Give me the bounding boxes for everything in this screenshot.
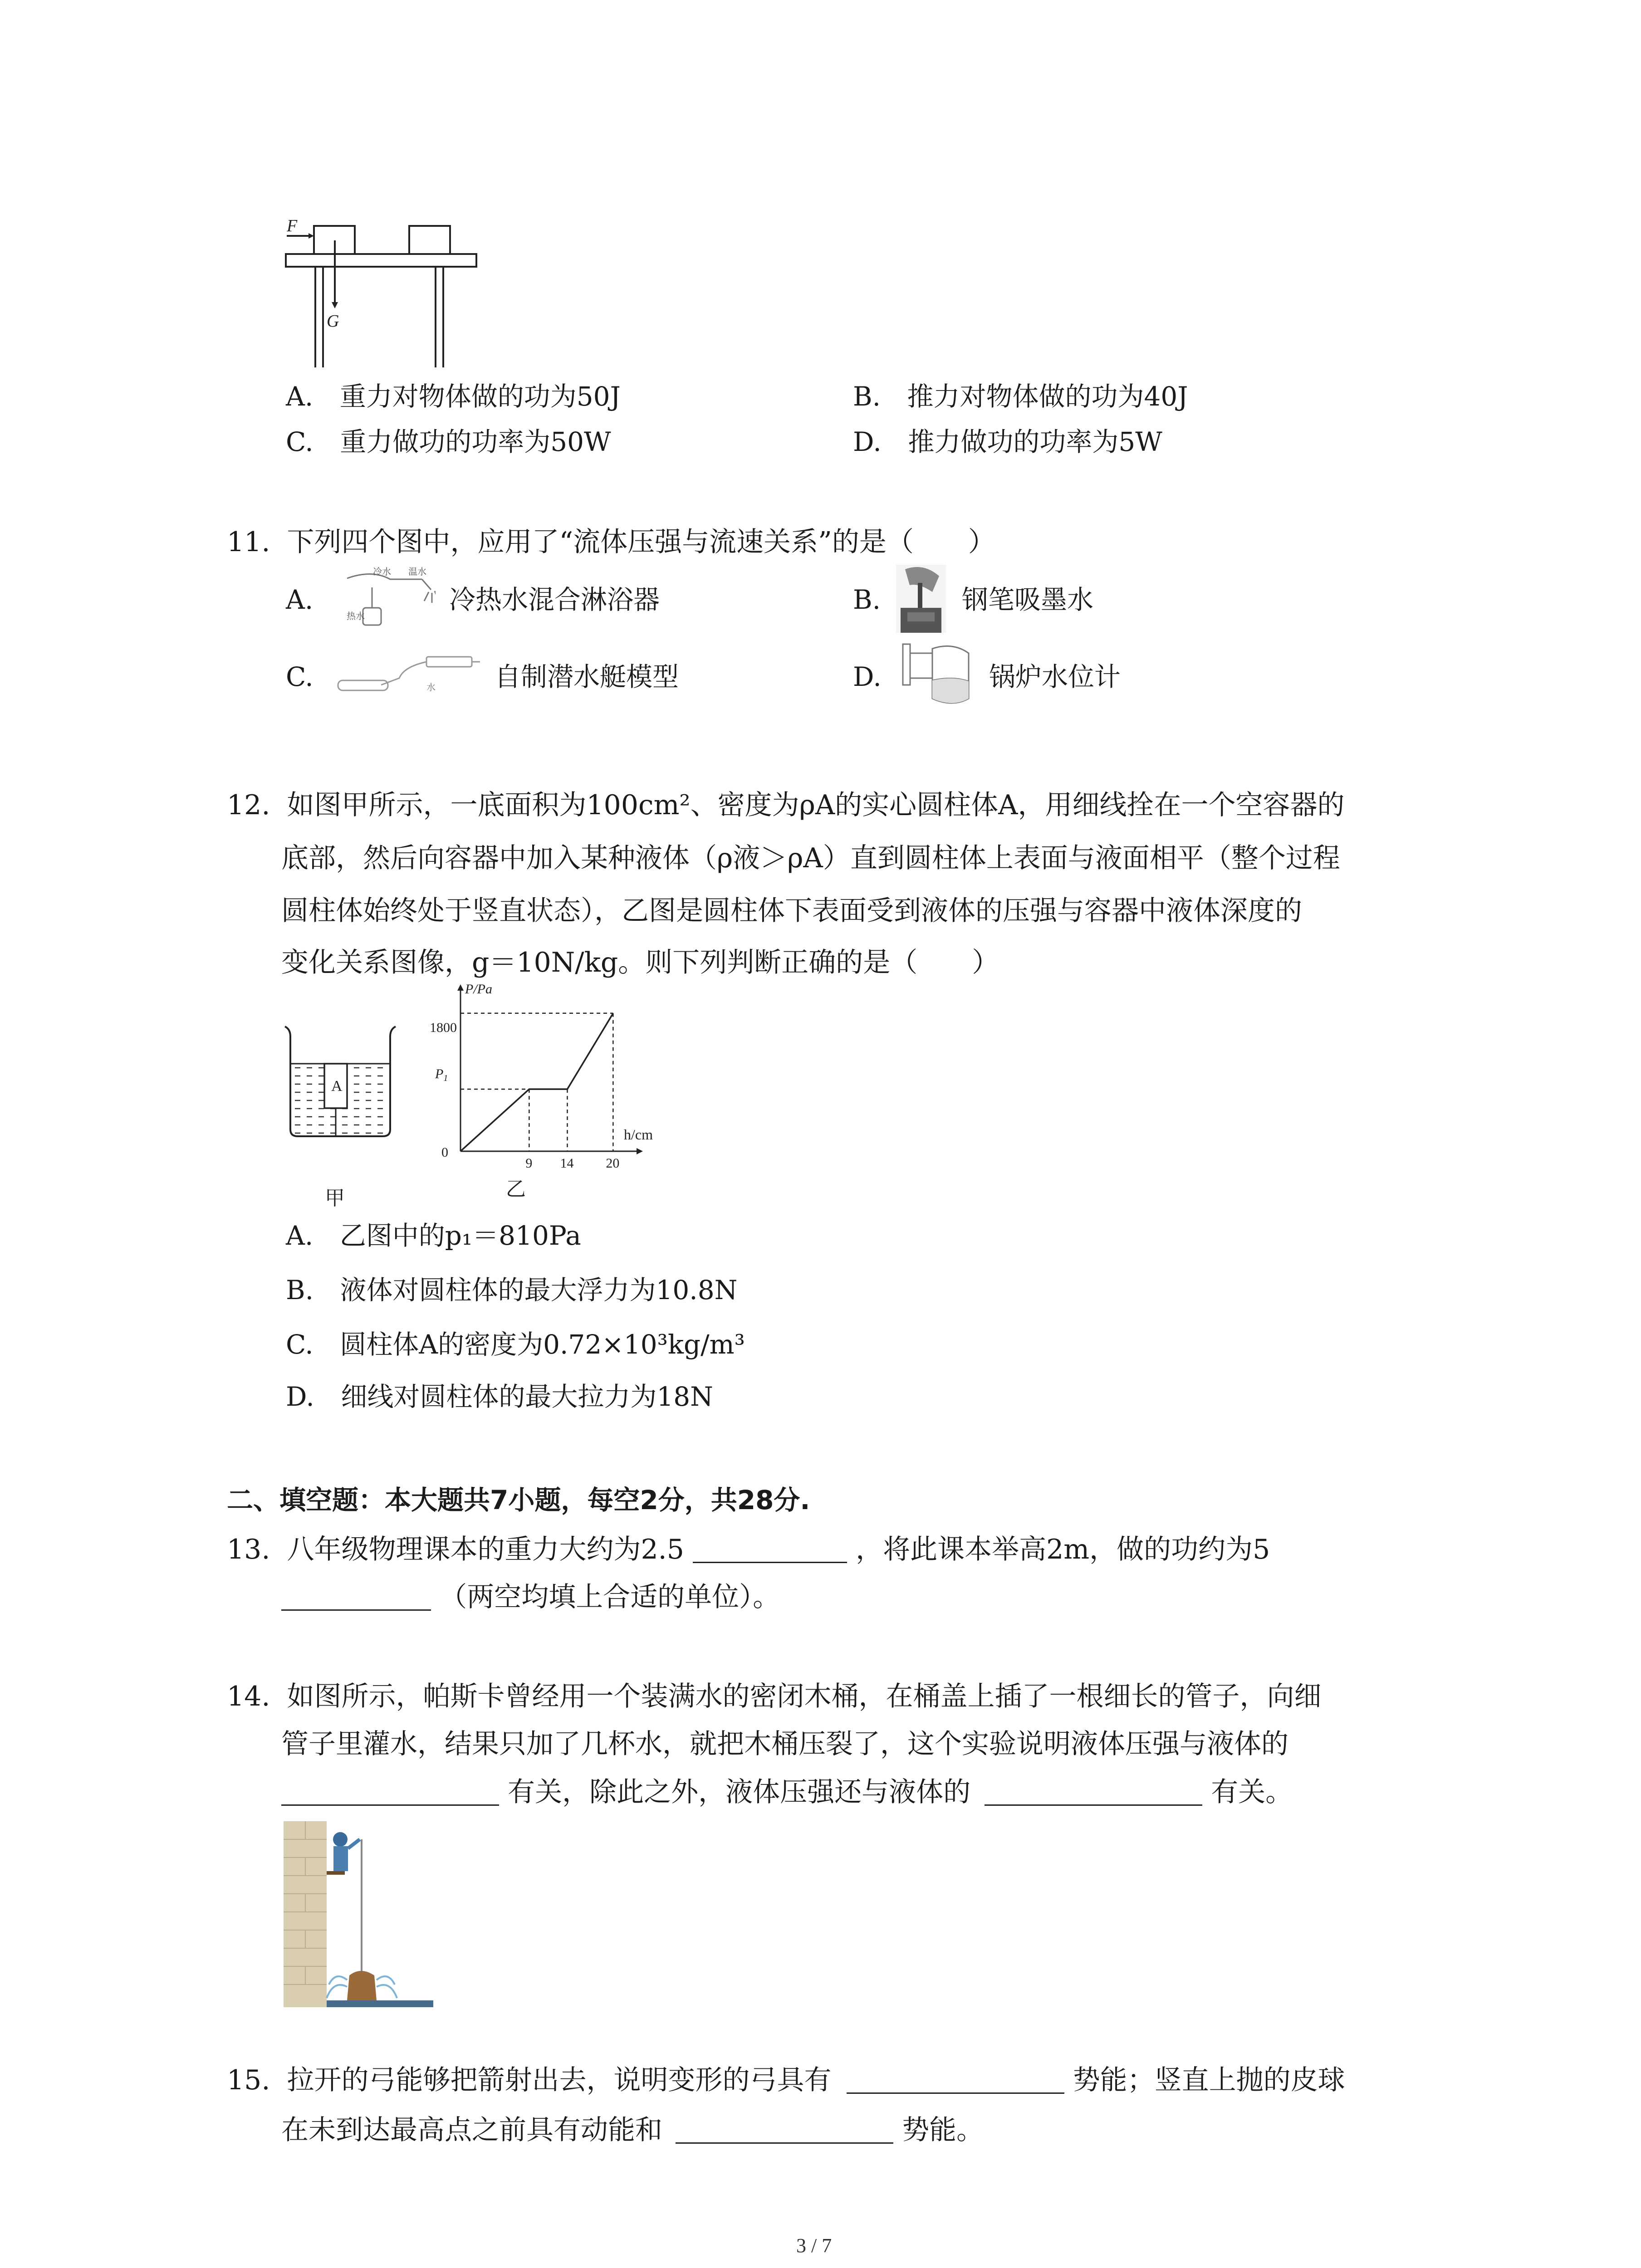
shower-mixer-image	[345, 565, 436, 628]
q12-line-3: 圆柱体始终处于竖直状态），乙图是圆柱体下表面受到液体的压强与容器中液体深度的	[281, 895, 1302, 927]
y-axis-label: P/Pa	[465, 982, 492, 997]
series-line	[460, 1013, 613, 1151]
blank-2[interactable]	[676, 2116, 893, 2144]
x-tick-14: 14	[560, 1156, 574, 1171]
option-letter: B.	[286, 1275, 314, 1305]
q14-line-1	[227, 1683, 1322, 1710]
q12-line-1	[227, 789, 1345, 821]
q10-option-a	[286, 383, 621, 410]
question-number: 11.	[227, 526, 270, 558]
option-text: 重力做功的功率为50W	[340, 426, 611, 457]
q10-option-b	[853, 383, 1188, 410]
gravity-label: G	[327, 312, 339, 331]
water-label: 水	[426, 683, 436, 693]
figure-yi-chart	[429, 980, 674, 1207]
chart-title: 乙	[506, 1178, 526, 1201]
q11-option-d-text: 锅炉水位计	[989, 661, 1121, 692]
cylinder-label: A	[331, 1078, 343, 1095]
question-text-1: 八年级物理课本的重力大约为2.5	[287, 1534, 684, 1565]
cold-water-label: 冷水	[373, 567, 391, 577]
q12-option-b	[286, 1277, 737, 1303]
option-text: 液体对圆柱体的最大浮力为10.8N	[340, 1275, 738, 1305]
hot-water-label: 热水	[347, 611, 365, 621]
q10-figure	[281, 213, 481, 372]
q15-line-2	[281, 2116, 984, 2144]
q11-option-b-text: 钢笔吸墨水	[962, 584, 1094, 615]
x-tick-0: 0	[441, 1145, 448, 1160]
option-letter: A.	[286, 381, 314, 412]
blank-1[interactable]	[281, 1778, 499, 1806]
option-text: 推力做功的功率为5W	[908, 426, 1162, 457]
option-letter: D.	[286, 1381, 314, 1412]
y-tick-p1: $P_1$	[435, 1066, 448, 1083]
x-axis-arrow	[637, 1148, 643, 1154]
q11-option-b-letter: B.	[853, 584, 881, 615]
option-text: 圆柱体A的密度为0.72×10³kg/m³	[340, 1329, 745, 1360]
question-number: 15.	[227, 2064, 270, 2096]
y-tick-1800: 1800	[430, 1020, 457, 1035]
question-number: 13.	[227, 1534, 270, 1565]
question-text: 如图甲所示，一底面积为100cm²、密度为ρA的实心圆柱体A，用细线拴在一个空容器的	[287, 789, 1345, 821]
warm-water-label: 温水	[408, 567, 426, 577]
option-letter: B.	[853, 381, 881, 412]
question-text-4: 势能。	[902, 2114, 984, 2146]
q10-option-d	[853, 426, 1162, 457]
x-tick-20: 20	[606, 1156, 620, 1171]
option-letter: A.	[286, 1220, 314, 1251]
pen-ink-image	[896, 565, 946, 633]
question-number: 12.	[227, 789, 270, 821]
option-text: 乙图中的p₁＝810Pa	[339, 1220, 581, 1251]
question-number: 14.	[227, 1681, 270, 1712]
question-text-2: ，将此课本举高2m，做的功约为5	[856, 1534, 1270, 1565]
x-axis-label: h/cm	[624, 1126, 653, 1143]
q12-option-c	[286, 1331, 745, 1358]
q11-option-d-letter: D.	[853, 661, 882, 692]
section-2-title: 二、填空题：本大题共7小题，每空2分，共28分.	[227, 1485, 810, 1515]
q13-line-1	[227, 1535, 1270, 1563]
q11-stem	[227, 528, 995, 556]
option-letter: D.	[853, 426, 882, 457]
option-text: 重力对物体做的功为50J	[339, 381, 621, 412]
option-letter: C.	[286, 1329, 314, 1360]
y-axis-arrow	[457, 984, 464, 991]
q12-option-a	[286, 1222, 581, 1249]
q11-option-a-text: 冷热水混合淋浴器	[449, 584, 660, 615]
question-text-2: 势能；竖直上抛的皮球	[1073, 2064, 1345, 2096]
question-text-a: 有关，除此之外，液体压强还与液体的	[508, 1776, 971, 1808]
q13-line-2	[281, 1583, 780, 1611]
question-text: 如图所示，帕斯卡曾经用一个装满水的密闭木桶，在桶盖上插了一根细长的管子，向细	[287, 1681, 1322, 1712]
blank-1[interactable]	[847, 2066, 1064, 2094]
q11-option-a-letter: A.	[286, 584, 314, 615]
q14-line-2: 管子里灌水，结果只加了几杯水，就把木桶压裂了，这个实验说明液体压强与液体的	[281, 1728, 1288, 1760]
q11-option-c-text: 自制潜水艇模型	[495, 661, 679, 692]
figure-jia-label: 甲	[325, 1187, 345, 1210]
q10-option-c	[286, 426, 611, 457]
figure-jia-beaker	[281, 1023, 399, 1141]
q11-option-c-letter: C.	[286, 661, 314, 692]
submarine-model-image	[336, 649, 481, 699]
option-text: 推力对物体做的功为40J	[907, 381, 1188, 412]
boiler-gauge-image	[896, 640, 973, 717]
pascal-barrel-image	[284, 1821, 433, 2012]
blank-2[interactable]	[281, 1583, 431, 1611]
q15-line-1	[227, 2066, 1345, 2094]
question-text: 下列四个图中，应用了“流体压强与流速关系”的是（ ）	[287, 526, 995, 558]
page-number: 3 / 7	[796, 2234, 832, 2257]
blank-2[interactable]	[985, 1778, 1202, 1806]
force-label: F	[287, 216, 298, 235]
q12-line-2: 底部，然后向容器中加入某种液体（ρ液＞ρA）直到圆柱体上表面与液面相平（整个过程	[281, 842, 1340, 874]
option-letter: C.	[286, 426, 314, 457]
q12-option-d	[286, 1383, 713, 1410]
question-text-1: 拉开的弓能够把箭射出去，说明变形的弓具有	[287, 2064, 832, 2096]
question-text-3: 在未到达最高点之前具有动能和	[281, 2114, 662, 2146]
q14-line-3	[281, 1778, 1293, 1806]
q12-line-4: 变化关系图像，g＝10N/kg。则下列判断正确的是（ ）	[281, 947, 999, 978]
question-text-b: 有关。	[1211, 1776, 1293, 1808]
blank-1[interactable]	[693, 1535, 847, 1563]
option-text: 细线对圆柱体的最大拉力为18N	[341, 1381, 713, 1412]
question-text-3: （两空均填上合适的单位）。	[440, 1581, 780, 1613]
x-tick-9: 9	[525, 1156, 533, 1171]
